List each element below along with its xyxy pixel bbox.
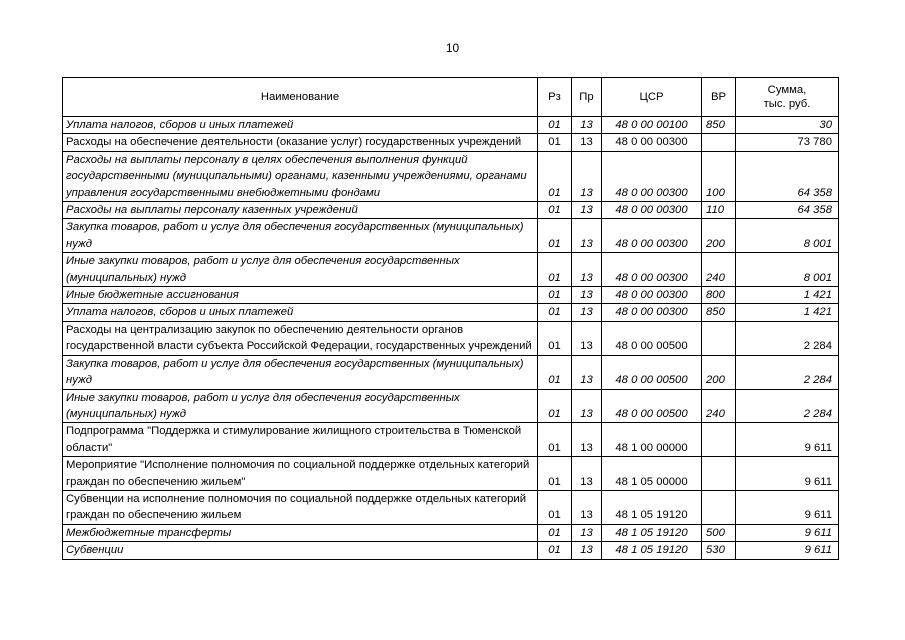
- table-header-row: [63, 78, 839, 117]
- cell-name: Субвенции на исполнение полномочия по социальной поддержке отдельных категорий граждан по обеспечению жильем: [63, 490, 538, 524]
- cell-sum: 2 284: [736, 321, 839, 355]
- cell-pr: 13: [572, 389, 602, 423]
- cell-rz: 01: [538, 542, 572, 559]
- table-row: [63, 321, 839, 355]
- cell-csr: 48 0 00 00100: [602, 117, 702, 134]
- table-row: [63, 423, 839, 457]
- table-row: [63, 524, 839, 541]
- cell-sum: 9 611: [736, 524, 839, 541]
- cell-rz: 01: [538, 423, 572, 457]
- cell-vr: 240: [702, 253, 736, 287]
- table-body: [63, 117, 839, 560]
- cell-vr: 240: [702, 389, 736, 423]
- cell-rz: 01: [538, 304, 572, 321]
- table-row: [63, 202, 839, 219]
- cell-sum: 9 611: [736, 457, 839, 491]
- table-row: [63, 304, 839, 321]
- cell-name: Закупка товаров, работ и услуг для обеспечения государственных (муниципальных) нужд: [63, 219, 538, 253]
- cell-pr: 13: [572, 134, 602, 151]
- cell-sum: 64 358: [736, 151, 839, 201]
- table-row: [63, 151, 839, 201]
- table-row: [63, 389, 839, 423]
- cell-vr: 200: [702, 355, 736, 389]
- cell-sum: 2 284: [736, 389, 839, 423]
- cell-sum: 8 001: [736, 253, 839, 287]
- cell-sum: 30: [736, 117, 839, 134]
- cell-csr: 48 0 00 00300: [602, 287, 702, 304]
- cell-pr: 13: [572, 151, 602, 201]
- cell-csr: 48 0 00 00300: [602, 304, 702, 321]
- cell-pr: 13: [572, 304, 602, 321]
- cell-rz: 01: [538, 524, 572, 541]
- cell-sum: 8 001: [736, 219, 839, 253]
- cell-rz: 01: [538, 219, 572, 253]
- cell-pr: 13: [572, 542, 602, 559]
- cell-name: Иные бюджетные ассигнования: [63, 287, 538, 304]
- header-name: Наименование: [63, 78, 538, 117]
- cell-rz: 01: [538, 287, 572, 304]
- table-row: [63, 253, 839, 287]
- cell-rz: 01: [538, 253, 572, 287]
- cell-pr: 13: [572, 321, 602, 355]
- table-row: [63, 355, 839, 389]
- cell-pr: 13: [572, 117, 602, 134]
- header-sum-line2: тыс. руб.: [763, 98, 811, 110]
- header-rz: Рз: [538, 78, 572, 117]
- cell-vr: 110: [702, 202, 736, 219]
- cell-pr: 13: [572, 423, 602, 457]
- cell-sum: 1 421: [736, 304, 839, 321]
- table-row: [63, 134, 839, 151]
- cell-sum: 9 611: [736, 542, 839, 559]
- cell-rz: 01: [538, 202, 572, 219]
- cell-vr: 500: [702, 524, 736, 541]
- table-row: [63, 542, 839, 559]
- cell-vr: 850: [702, 304, 736, 321]
- header-vr: ВР: [702, 78, 736, 117]
- cell-vr: [702, 457, 736, 491]
- cell-csr: 48 1 05 19120: [602, 524, 702, 541]
- cell-pr: 13: [572, 253, 602, 287]
- cell-csr: 48 0 00 00500: [602, 321, 702, 355]
- table-row: [63, 457, 839, 491]
- cell-name: Расходы на выплаты персоналу казенных учреждений: [63, 202, 538, 219]
- cell-vr: 200: [702, 219, 736, 253]
- cell-vr: [702, 423, 736, 457]
- cell-csr: 48 0 00 00500: [602, 389, 702, 423]
- cell-csr: 48 1 00 00000: [602, 423, 702, 457]
- table-row: [63, 287, 839, 304]
- cell-rz: 01: [538, 134, 572, 151]
- budget-table: [62, 77, 839, 560]
- cell-vr: [702, 134, 736, 151]
- cell-csr: 48 0 00 00300: [602, 134, 702, 151]
- cell-sum: 64 358: [736, 202, 839, 219]
- cell-name: Межбюджетные трансферты: [63, 524, 538, 541]
- cell-csr: 48 0 00 00300: [602, 253, 702, 287]
- cell-vr: 850: [702, 117, 736, 134]
- cell-name: Субвенции: [63, 542, 538, 559]
- cell-name: Расходы на обеспечение деятельности (оказание услуг) государственных учреждений: [63, 134, 538, 151]
- cell-csr: 48 0 00 00300: [602, 151, 702, 201]
- cell-rz: 01: [538, 490, 572, 524]
- cell-pr: 13: [572, 202, 602, 219]
- cell-name: Уплата налогов, сборов и иных платежей: [63, 304, 538, 321]
- cell-pr: 13: [572, 490, 602, 524]
- cell-csr: 48 0 00 00500: [602, 355, 702, 389]
- cell-name: Расходы на централизацию закупок по обеспечению деятельности органов государственной власти субъекта Российской Федерации, государственных учреждений: [63, 321, 538, 355]
- cell-sum: 2 284: [736, 355, 839, 389]
- cell-rz: 01: [538, 151, 572, 201]
- cell-csr: 48 0 00 00300: [602, 202, 702, 219]
- cell-rz: 01: [538, 355, 572, 389]
- cell-vr: 530: [702, 542, 736, 559]
- cell-rz: 01: [538, 457, 572, 491]
- cell-csr: 48 1 05 00000: [602, 457, 702, 491]
- page-number: 10: [445, 41, 460, 55]
- cell-vr: 100: [702, 151, 736, 201]
- cell-pr: 13: [572, 457, 602, 491]
- cell-name: Подпрограмма "Поддержка и стимулирование жилищного строительства в Тюменской области": [63, 423, 538, 457]
- table-row: [63, 490, 839, 524]
- cell-sum: 1 421: [736, 287, 839, 304]
- cell-csr: 48 1 05 19120: [602, 490, 702, 524]
- cell-vr: 800: [702, 287, 736, 304]
- header-csr: ЦСР: [602, 78, 702, 117]
- cell-pr: 13: [572, 219, 602, 253]
- cell-sum: 9 611: [736, 423, 839, 457]
- cell-vr: [702, 321, 736, 355]
- cell-pr: 13: [572, 524, 602, 541]
- cell-name: Иные закупки товаров, работ и услуг для обеспечения государственных (муниципальных) нужд: [63, 253, 538, 287]
- cell-name: Уплата налогов, сборов и иных платежей: [63, 117, 538, 134]
- cell-csr: 48 0 00 00300: [602, 219, 702, 253]
- cell-vr: [702, 490, 736, 524]
- cell-pr: 13: [572, 287, 602, 304]
- header-pr: Пр: [572, 78, 602, 117]
- cell-name: Иные закупки товаров, работ и услуг для обеспечения государственных (муниципальных) нужд: [63, 389, 538, 423]
- cell-name: Закупка товаров, работ и услуг для обеспечения государственных (муниципальных) нужд: [63, 355, 538, 389]
- cell-name: Мероприятие "Исполнение полномочия по социальной поддержке отдельных категорий граждан по обеспечению жильем": [63, 457, 538, 491]
- cell-csr: 48 1 05 19120: [602, 542, 702, 559]
- cell-pr: 13: [572, 355, 602, 389]
- table-row: [63, 117, 839, 134]
- header-sum-line1: Сумма,: [767, 84, 807, 96]
- cell-rz: 01: [538, 117, 572, 134]
- cell-sum: 73 780: [736, 134, 839, 151]
- cell-name: Расходы на выплаты персоналу в целях обеспечения выполнения функций государственными (муниципальными) органами, казенными учреждениями, органами управления государственными внебюджетными фондами: [63, 151, 538, 201]
- header-sum: [736, 78, 839, 117]
- cell-sum: 9 611: [736, 490, 839, 524]
- cell-rz: 01: [538, 321, 572, 355]
- table-row: [63, 219, 839, 253]
- cell-rz: 01: [538, 389, 572, 423]
